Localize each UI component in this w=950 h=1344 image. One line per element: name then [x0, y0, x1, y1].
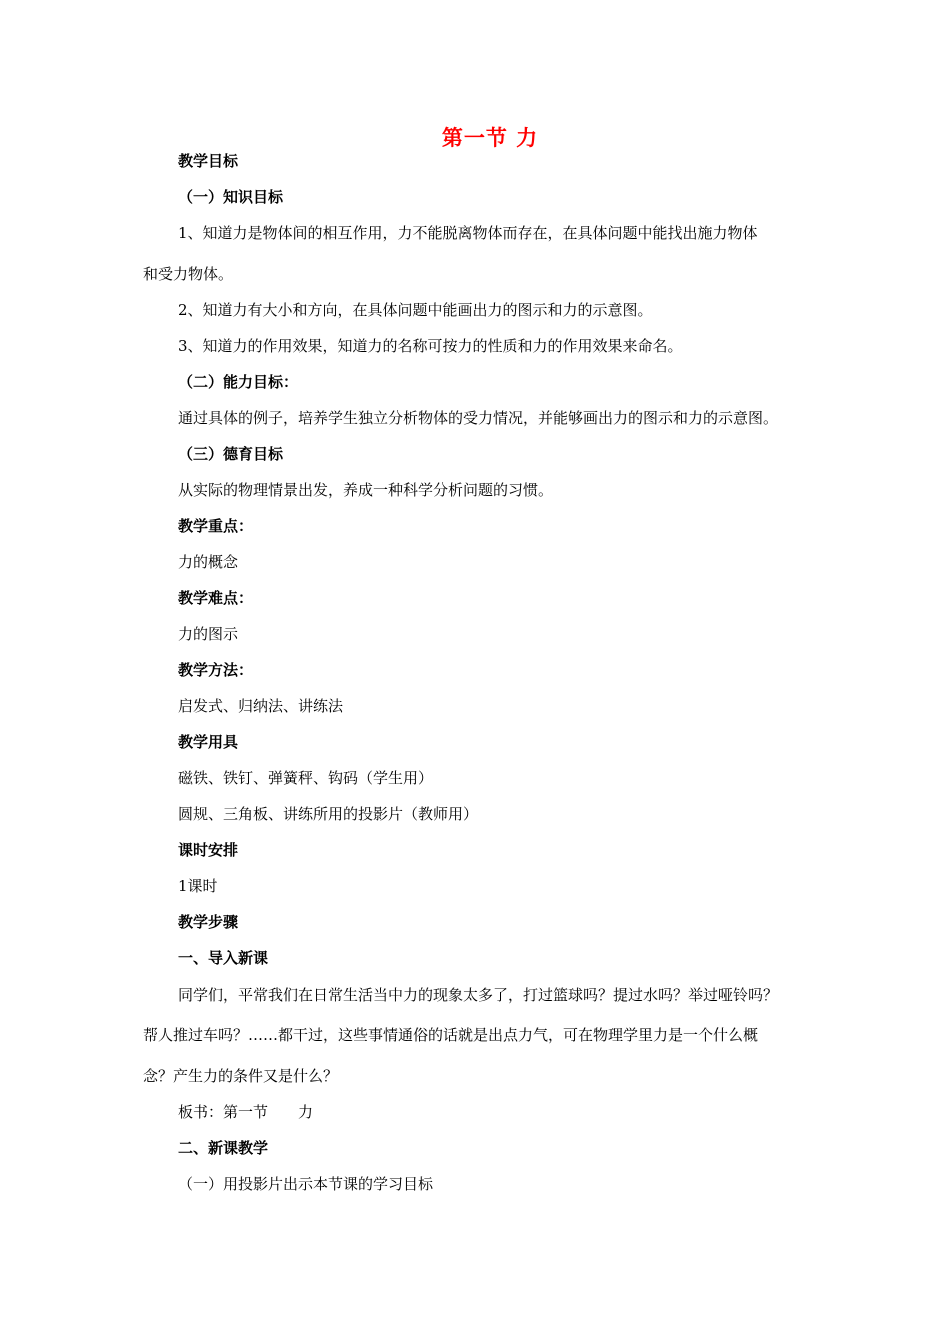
heading-methods: 教学方法：: [178, 661, 254, 679]
heading-difficulties: 教学难点：: [178, 589, 254, 607]
paragraph-line: 通过具体的例子，培养学生独立分析物体的受力情况，并能够画出力的图示和力的示意图。: [178, 409, 779, 427]
paragraph-line: 帮人推过车吗？……都干过，这些事情通俗的话就是出点力气，可在物理学里力是一个什么概: [143, 1026, 759, 1044]
paragraph-line: 3、知道力的作用效果，知道力的名称可按力的性质和力的作用效果来命名。: [178, 337, 683, 355]
subheading-knowledge-goals: （一）知识目标: [178, 188, 284, 206]
paragraph-line: （一）用投影片出示本节课的学习目标: [178, 1175, 434, 1193]
heading-tools: 教学用具: [178, 733, 239, 751]
paragraph-line: 圆规、三角板、讲练所用的投影片（教师用）: [178, 805, 479, 823]
paragraph-line: 和受力物体。: [143, 265, 234, 283]
heading-schedule: 课时安排: [178, 841, 239, 859]
paragraph-line: 从实际的物理情景出发，养成一种科学分析问题的习惯。: [178, 481, 554, 499]
subheading-ability-goals: （二）能力目标：: [178, 373, 299, 391]
paragraph-line: 力的图示: [178, 625, 239, 643]
paragraph-line: 1、知道力是物体间的相互作用，力不能脱离物体而存在，在具体问题中能找出施力物体: [178, 224, 758, 242]
paragraph-line: 1课时: [178, 877, 218, 895]
heading-steps: 教学步骤: [178, 913, 239, 931]
paragraph-line: 念？产生力的条件又是什么？: [143, 1067, 339, 1085]
paragraph-line: 板书：第一节 力: [178, 1103, 314, 1121]
paragraph-line: 磁铁、铁钉、弹簧秤、钩码（学生用）: [178, 769, 434, 787]
paragraph-line: 力的概念: [178, 553, 239, 571]
heading-key-points: 教学重点：: [178, 517, 254, 535]
subheading-new-lesson: 二、新课教学: [178, 1139, 269, 1157]
paragraph-line: 启发式、归纳法、讲练法: [178, 697, 344, 715]
subheading-introduction: 一、导入新课: [178, 949, 269, 967]
heading-teaching-goals: 教学目标: [178, 152, 239, 170]
page-title: 第一节 力: [441, 126, 539, 150]
subheading-moral-goals: （三）德育目标: [178, 445, 284, 463]
paragraph-line: 同学们，平常我们在日常生活当中力的现象太多了，打过篮球吗？提过水吗？举过哑铃吗？: [178, 986, 779, 1004]
paragraph-line: 2、知道力有大小和方向，在具体问题中能画出力的图示和力的示意图。: [178, 301, 653, 319]
